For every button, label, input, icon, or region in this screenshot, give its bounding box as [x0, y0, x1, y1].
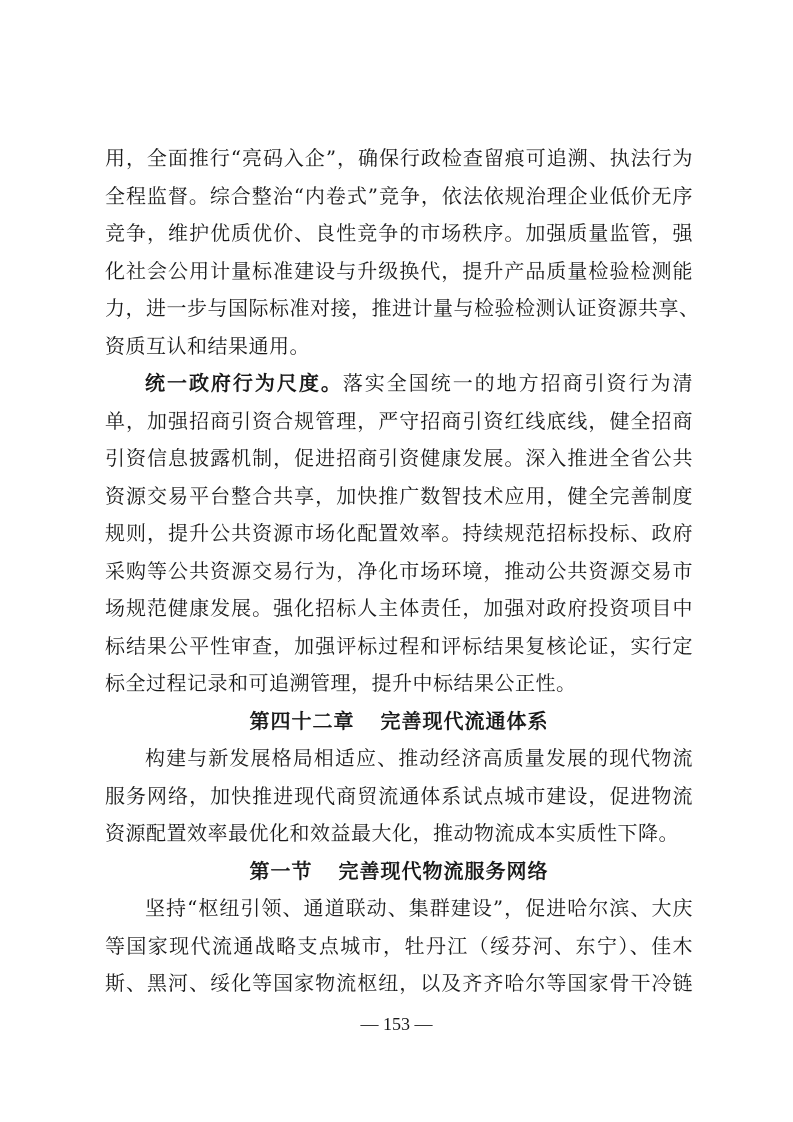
text-line: 资源交易平台整合共享，加快推广数智技术应用，健全完善制度	[105, 483, 693, 508]
text-line: 标结果公平性审查，加强评标过程和评标结果复核论证，实行定	[105, 633, 693, 658]
text-line: 采购等公共资源交易行为，净化市场环境，推动公共资源交易市	[105, 558, 693, 583]
text-line: 资源配置效率最优化和效益最大化，推动物流成本实质性下降。	[105, 821, 679, 845]
paragraph-market-supervision	[105, 140, 700, 365]
paragraph-lead: 统一政府行为尺度。	[145, 371, 343, 395]
text-line: 服务网络，加快推进现代商贸流通体系试点城市建设，促进物流	[105, 783, 693, 808]
text-line: 斯、黑河、绥化等国家物流枢纽，以及齐齐哈尔等国家骨干冷链	[105, 971, 693, 995]
text-line: 用，全面推行“亮码入企”，确保行政检查留痕可追溯、执法行为	[105, 146, 693, 170]
chapter-heading	[105, 703, 693, 741]
text-line: 化社会公用计量标准建设与升级换代，提升产品质量检验检测能	[105, 258, 693, 283]
section-title: 完善现代物流服务网络	[338, 858, 549, 883]
text-line: 全程监督。综合整治“内卷式”竞争，依法依规治理企业低价无序	[105, 183, 693, 208]
text-line: 资质互认和结果通用。	[105, 333, 310, 358]
section-number: 第一节	[249, 858, 313, 883]
paragraph-chapter-intro	[105, 740, 693, 853]
text-span: 落实全国统一的地方招商引资行为清	[342, 371, 693, 395]
text-line: 场规范健康发展。强化招标人主体责任，加强对政府投资项目中	[105, 596, 693, 620]
text-line: 构建与新发展格局相适应、推动经济高质量发展的现代物流	[145, 746, 693, 770]
chapter-title: 完善现代流通体系	[380, 708, 549, 733]
text-line: 竞争，维护优质优价、良性竞争的市场秩序。加强质量监管，强	[105, 221, 693, 245]
chapter-number: 第四十二章	[249, 708, 355, 733]
text-line: 等国家现代流通战略支点城市，牡丹江（绥芬河、东宁）、佳木	[105, 933, 693, 958]
body-text	[105, 140, 700, 1003]
text-line	[105, 365, 693, 403]
text-line: 单，加强招商引资合规管理，严守招商引资红线底线，健全招商	[105, 408, 693, 433]
page-number: — 153 —	[360, 1014, 433, 1034]
paragraph-logistics-network	[105, 890, 693, 1003]
paragraph-government-conduct	[105, 365, 693, 703]
section-heading	[105, 853, 693, 891]
text-line: 规则，提升公共资源市场化配置效率。持续规范招标投标、政府	[105, 521, 693, 545]
text-line: 力，进一步与国际标准对接，推进计量与检验检测认证资源共享、	[105, 296, 700, 320]
text-line: 标全过程记录和可追溯管理，提升中标结果公正性。	[105, 671, 577, 695]
text-line: 引资信息披露机制，促进招商引资健康发展。深入推进全省公共	[105, 446, 693, 470]
text-line: 坚持“枢纽引领、通道联动、集群建设”，促进哈尔滨、大庆	[145, 896, 693, 920]
